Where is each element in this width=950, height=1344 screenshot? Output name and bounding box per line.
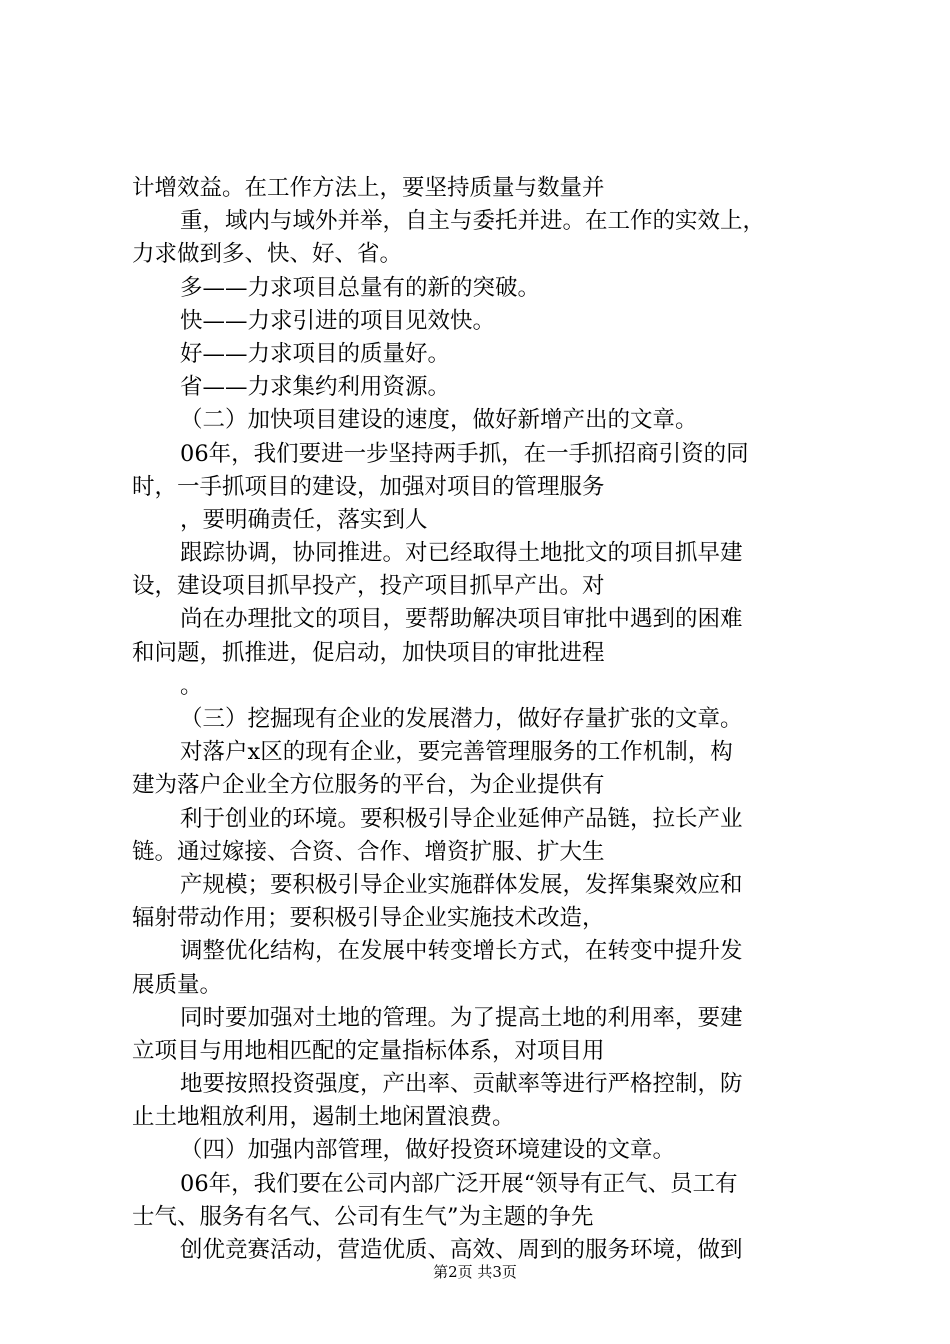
text-line: （四）加强内部管理，做好投资环境建设的文章。 — [180, 1137, 676, 1164]
text-line: 06年，我们要进一步坚持两手抓，在一手抓招商引资的同 — [180, 440, 749, 467]
text-line: ，要明确责任，落实到人 — [180, 506, 428, 533]
text-line: 省——力求集约利用资源。 — [180, 374, 451, 401]
page-footer: 第2页 共3页 — [433, 1263, 517, 1281]
text-line: 创优竞赛活动，营造优质、高效、周到的服务环境，做到 — [180, 1237, 743, 1263]
text-line: 地要按照投资强度，产出率、贡献率等进行严格控制，防 — [180, 1071, 743, 1098]
text-line: 好——力求项目的质量好。 — [180, 340, 451, 367]
text-line: 尚在办理批文的项目，要帮助解决项目审批中遇到的困难 — [180, 606, 743, 633]
text-line: 对落户x区的现有企业，要完善管理服务的工作机制，构 — [180, 739, 733, 766]
text-line: 跟踪协调，协同推进。对已经取得土地批文的项目抓早建 — [180, 540, 743, 567]
text-line: 止土地粗放利用，遏制土地闲置浪费。 — [132, 1104, 515, 1131]
text-line: 建为落户企业全方位服务的平台，为企业提供有 — [132, 772, 605, 799]
text-line: 力求做到多、快、好、省。 — [132, 241, 403, 268]
text-line: 产规模；要积极引导企业实施群体发展，发挥集聚效应和 — [180, 871, 743, 898]
text-line: 链。通过嫁接、合资、合作、增资扩服、扩大生 — [132, 838, 605, 865]
text-line: （三）挖掘现有企业的发展潜力，做好存量扩张的文章。 — [180, 706, 743, 732]
text-line: 快——力求引进的项目见效快。 — [180, 307, 496, 334]
text-line: （二）加快项目建设的速度，做好新增产出的文章。 — [180, 407, 698, 434]
text-line: 辐射带动作用；要积极引导企业实施技术改造， — [132, 905, 605, 932]
text-line: 士气、服务有名气、公司有生气”为主题的争先 — [132, 1203, 594, 1230]
text-line: 立项目与用地相匹配的定量指标体系，对项目用 — [132, 1037, 605, 1064]
document-body — [132, 172, 832, 1267]
text-line: 利于创业的环境。要积极引导企业延伸产品链，拉长产业 — [180, 805, 743, 832]
text-line: 重，域内与域外并举，自主与委托并进。在工作的实效上， — [180, 208, 766, 235]
text-line: 调整优化结构，在发展中转变增长方式，在转变中提升发 — [180, 938, 743, 965]
text-line: 和问题，抓推进，促启动，加快项目的审批进程 — [132, 639, 605, 666]
text-line: 同时要加强对土地的管理。为了提高土地的利用率，要建 — [180, 1004, 743, 1031]
text-line: 时，一手抓项目的建设，加强对项目的管理服务 — [132, 473, 605, 500]
text-line: 计增效益。在工作方法上，要坚持质量与数量并 — [132, 175, 605, 201]
text-line: 。 — [180, 672, 203, 699]
text-line: 06年，我们要在公司内部广泛开展“领导有正气、员工有 — [180, 1170, 738, 1197]
text-line: 多——力求项目总量有的新的突破。 — [180, 274, 541, 301]
text-line: 展质量。 — [132, 971, 223, 998]
text-line: 设，建设项目抓早投产，投产项目抓早产出。对 — [132, 573, 605, 600]
